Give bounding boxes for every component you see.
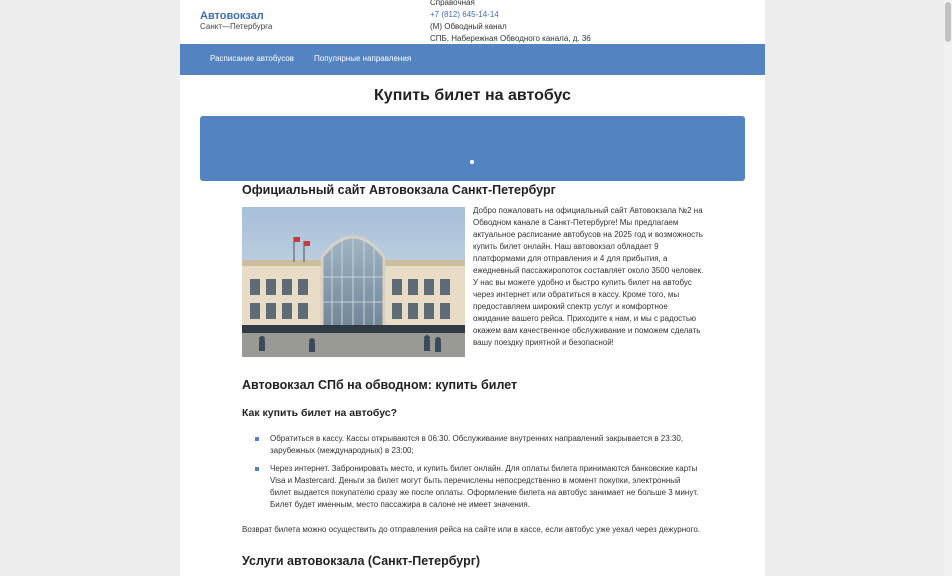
logo-subtitle: Санкт—Петербурга <box>200 22 273 31</box>
list-item <box>254 463 704 511</box>
bullet-icon <box>255 437 259 441</box>
intro-paragraph-1: Добро пожаловать на официальный сайт Автовокзала №2 на Обводном канале в Санкт-Петербурге! Мы предлагаем актуальное расписание автобусов на 2025 год и возможность купить билет онлайн. Наш автовокзал обладает 9 платформами для отправления и 4 для прибытия, а ежедневный пассажиропоток составляет около 3500 человек. <box>473 206 704 275</box>
banner-slider[interactable] <box>200 116 745 181</box>
contacts-block <box>430 0 591 45</box>
main-nav <box>180 44 765 75</box>
site-header <box>180 0 765 44</box>
section-title-official: Официальный сайт Автовокзала Санкт-Петербург <box>242 183 556 197</box>
nav-item-popular-routes[interactable]: Популярные направления <box>314 54 412 63</box>
section-title-how-to-buy: Как купить билет на автобус? <box>242 407 398 419</box>
page-scrollbar[interactable] <box>944 0 952 576</box>
phone-link[interactable]: +7 (812) 645-14-14 <box>430 10 499 19</box>
list-item-text: Через интернет. Забронировать место, и купить билет онлайн. Для оплаты билета принимаются банковские карты Visa и Mastercard. Деньги за билет могут быть перечислены непосредственно в момент покупки, электронный билет выдается покупателю сразу же после оплаты. Оформление билета на автобус занимает не больше 3 минут. Билет будет именным, место пассажира в салоне не имеет значения. <box>270 464 699 509</box>
logo-link[interactable]: Автовокзал <box>200 10 264 22</box>
section-title-services: Услуги автовокзала (Санкт-Петербург) <box>242 554 481 568</box>
bus-station-illustration <box>242 207 465 357</box>
scrollbar-thumb[interactable] <box>945 2 951 42</box>
address-text: СПБ, Набережная Обводного канала, д. 36 <box>430 34 591 43</box>
bus-station-photo <box>242 207 465 357</box>
how-to-buy-list <box>254 433 704 517</box>
list-item <box>254 433 704 457</box>
nav-item-schedule[interactable]: Расписание автобусов <box>210 54 294 63</box>
metro-text: (М) Обводный канал <box>430 22 507 31</box>
return-policy-text: Возврат билета можно осуществить до отправления рейса на сайте или в кассе, если автобус уже уехал через дежурного. <box>242 525 701 534</box>
contacts-label: Справочная <box>430 0 475 7</box>
section-title-buy-ticket: Автовокзал СПб на обводном: купить билет <box>242 378 518 392</box>
slider-dot[interactable] <box>470 160 474 164</box>
list-item-text: Обратиться в кассу. Кассы открываются в 06:30. Обслуживание внутренних направлений закрывается в 23:30, зарубежных (международных) в 23:00; <box>270 434 684 455</box>
page-container <box>180 0 765 576</box>
bullet-icon <box>255 467 259 471</box>
page-title: Купить билет на автобус <box>374 87 571 104</box>
intro-paragraph-2: У нас вы можете удобно и быстро купить билет на автобус через интернет или обратиться в кассу. Кроме того, мы предоставляем широкий спектр услуг и комфортное ожидание вашего рейса. Приходите к нам, и мы с радостью окажем вам качественное обслуживание и поможем сделать вашу поездку приятной и безопасной! <box>473 278 701 347</box>
intro-text-block <box>473 205 705 349</box>
